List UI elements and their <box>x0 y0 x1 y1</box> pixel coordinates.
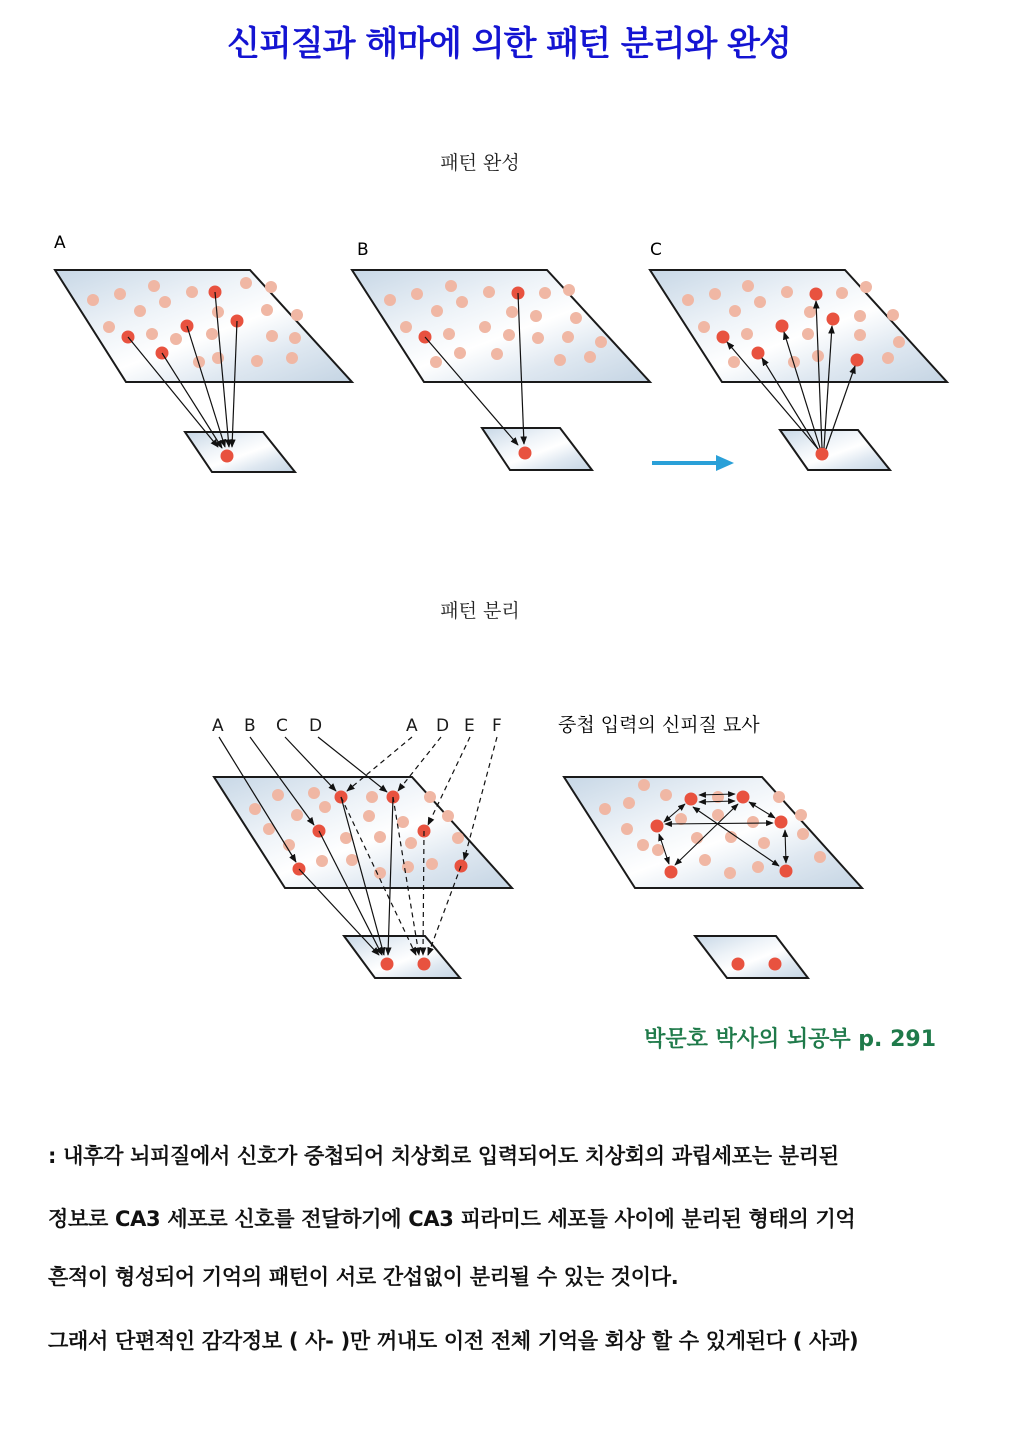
overlap-caption: 중첩 입력의 신피질 묘사 <box>558 714 760 736</box>
hippocampus-layer-overlap <box>695 936 808 978</box>
overlap-output-cell-2 <box>769 958 782 971</box>
target-cell-a <box>221 450 234 463</box>
paragraph-line-2: 정보로 CA3 세포로 신호를 전달하기에 CA3 피라미드 세포들 사이에 분리된 형태의 기억 <box>48 1207 856 1231</box>
paragraph-line-3: 흔적이 형성되어 기억의 패턴이 서로 간섭없이 분리될 수 있는 것이다. <box>48 1265 679 1289</box>
svg-text:D: D <box>436 716 450 736</box>
separation-diagram <box>212 716 512 978</box>
svg-text:B: B <box>244 716 256 736</box>
svg-text:F: F <box>492 716 502 736</box>
panel-a <box>54 233 352 472</box>
hippocampus-layer-b <box>482 428 592 470</box>
section-title-separation: 패턴 분리 <box>440 600 520 622</box>
panel-b <box>352 240 650 470</box>
panel-a-label: A <box>54 233 66 253</box>
panel-c <box>650 240 947 470</box>
svg-text:E: E <box>464 716 475 736</box>
separated-cell-2 <box>418 958 431 971</box>
overlap-diagram <box>558 713 862 978</box>
cortex-layer-overlap <box>564 777 862 888</box>
page-title: 신피질과 해마에 의한 패턴 분리와 완성 <box>227 24 791 64</box>
svg-text:A: A <box>406 716 418 736</box>
panel-b-label: B <box>357 240 369 260</box>
hippocampus-layer-separation <box>344 936 460 978</box>
separation-input-labels <box>212 716 502 736</box>
separated-cell-1 <box>381 958 394 971</box>
svg-text:D: D <box>309 716 323 736</box>
svg-text:C: C <box>276 716 288 736</box>
cortex-layer-b <box>352 270 650 382</box>
hippocampus-layer-c <box>780 430 890 470</box>
source-citation: 박문호 박사의 뇌공부 p. 291 <box>644 1027 936 1052</box>
source-cell-c <box>816 448 829 461</box>
target-cell-b <box>519 447 532 460</box>
cortex-layer-separation <box>214 777 512 888</box>
hippocampus-layer-a <box>185 432 295 472</box>
section-title-completion: 패턴 완성 <box>440 152 520 174</box>
overlap-output-cell-1 <box>732 958 745 971</box>
transition-arrow <box>652 455 734 471</box>
svg-text:A: A <box>212 716 224 736</box>
paragraph-line-1: : 내후각 뇌피질에서 신호가 중첩되어 치상회로 입력되어도 치상회의 과립세포는 분리된 <box>48 1144 839 1168</box>
paragraph-line-4: 그래서 단편적인 감각정보 ( 사- )만 꺼내도 이전 전체 기억을 회상 할 수 있게된다 ( 사과) <box>48 1329 859 1353</box>
panel-c-label: C <box>650 240 662 260</box>
